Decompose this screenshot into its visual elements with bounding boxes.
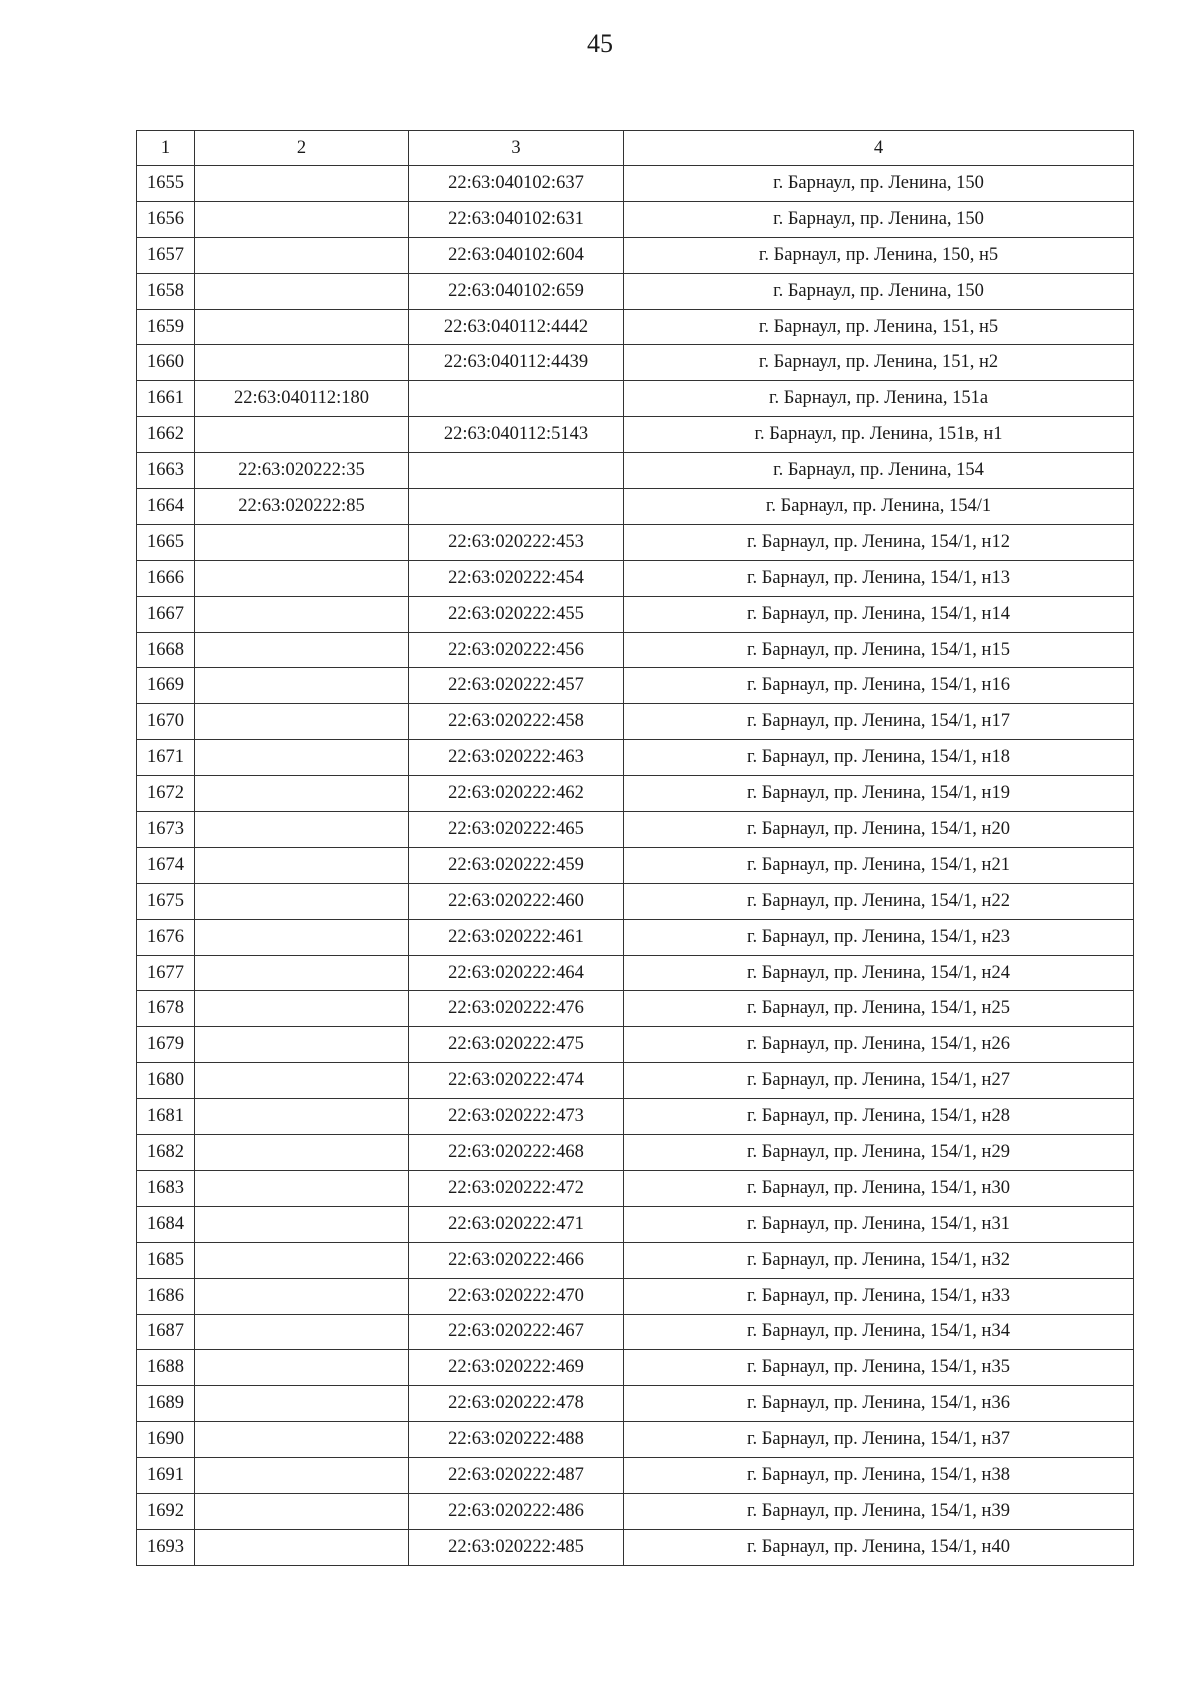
table-header (137, 131, 1134, 166)
column-header-3: 3 (409, 131, 624, 166)
table-row (137, 417, 1134, 453)
row-number-cell: 1670 (137, 704, 195, 740)
table-row (137, 632, 1134, 668)
table-row (137, 201, 1134, 237)
premises-cadastral-number-cell: 22:63:020222:486 (409, 1493, 624, 1529)
address-cell: г. Барнаул, пр. Ленина, 154/1, н33 (624, 1278, 1134, 1314)
row-number-cell: 1664 (137, 489, 195, 525)
cadastral-number-cell (195, 309, 409, 345)
cadastral-number-cell (195, 273, 409, 309)
premises-cadastral-number-cell (409, 453, 624, 489)
cadastral-number-cell (195, 847, 409, 883)
cadastral-number-cell (195, 166, 409, 202)
premises-cadastral-number-cell: 22:63:020222:465 (409, 812, 624, 848)
table-row (137, 1422, 1134, 1458)
cadastral-number-cell (195, 345, 409, 381)
address-cell: г. Барнаул, пр. Ленина, 151, н2 (624, 345, 1134, 381)
cadastral-number-cell (195, 524, 409, 560)
table-row (137, 991, 1134, 1027)
row-number-cell: 1687 (137, 1314, 195, 1350)
cadastral-number-cell (195, 237, 409, 273)
cadastral-number-cell (195, 1027, 409, 1063)
row-number-cell: 1655 (137, 166, 195, 202)
table-row (137, 524, 1134, 560)
cadastral-number-cell (195, 812, 409, 848)
address-cell: г. Барнаул, пр. Ленина, 150 (624, 273, 1134, 309)
row-number-cell: 1661 (137, 381, 195, 417)
cadastral-number-cell (195, 1350, 409, 1386)
table-row (137, 1063, 1134, 1099)
address-cell: г. Барнаул, пр. Ленина, 151, н5 (624, 309, 1134, 345)
row-number-cell: 1684 (137, 1206, 195, 1242)
cadastral-number-cell (195, 955, 409, 991)
cadastral-number-cell (195, 668, 409, 704)
column-header-4: 4 (624, 131, 1134, 166)
table-row (137, 812, 1134, 848)
table-row (137, 740, 1134, 776)
row-number-cell: 1674 (137, 847, 195, 883)
address-cell: г. Барнаул, пр. Ленина, 150, н5 (624, 237, 1134, 273)
premises-cadastral-number-cell: 22:63:020222:471 (409, 1206, 624, 1242)
premises-cadastral-number-cell: 22:63:020222:456 (409, 632, 624, 668)
address-cell: г. Барнаул, пр. Ленина, 154/1, н21 (624, 847, 1134, 883)
cadastral-number-cell (195, 1529, 409, 1565)
premises-cadastral-number-cell: 22:63:020222:469 (409, 1350, 624, 1386)
address-cell: г. Барнаул, пр. Ленина, 154/1, н23 (624, 919, 1134, 955)
table-row (137, 1135, 1134, 1171)
table-row (137, 1170, 1134, 1206)
table-row (137, 345, 1134, 381)
table-row (137, 489, 1134, 525)
cadastral-number-cell (195, 1242, 409, 1278)
premises-cadastral-number-cell: 22:63:020222:476 (409, 991, 624, 1027)
table-row (137, 919, 1134, 955)
premises-cadastral-number-cell: 22:63:040102:637 (409, 166, 624, 202)
premises-cadastral-number-cell: 22:63:020222:478 (409, 1386, 624, 1422)
cadastral-number-cell (195, 1099, 409, 1135)
cadastral-number-cell (195, 560, 409, 596)
cadastral-number-cell (195, 632, 409, 668)
row-number-cell: 1656 (137, 201, 195, 237)
table-row (137, 704, 1134, 740)
address-cell: г. Барнаул, пр. Ленина, 154/1, н29 (624, 1135, 1134, 1171)
premises-cadastral-number-cell: 22:63:020222:457 (409, 668, 624, 704)
address-cell: г. Барнаул, пр. Ленина, 151а (624, 381, 1134, 417)
row-number-cell: 1663 (137, 453, 195, 489)
cadastral-number-cell (195, 883, 409, 919)
cadastral-number-cell (195, 1063, 409, 1099)
address-cell: г. Барнаул, пр. Ленина, 154/1, н31 (624, 1206, 1134, 1242)
premises-cadastral-number-cell: 22:63:020222:488 (409, 1422, 624, 1458)
premises-cadastral-number-cell: 22:63:020222:474 (409, 1063, 624, 1099)
table-row (137, 1206, 1134, 1242)
cadastral-number-cell (195, 1278, 409, 1314)
table-row (137, 237, 1134, 273)
row-number-cell: 1673 (137, 812, 195, 848)
premises-cadastral-number-cell (409, 489, 624, 525)
address-cell: г. Барнаул, пр. Ленина, 154/1, н28 (624, 1099, 1134, 1135)
address-cell: г. Барнаул, пр. Ленина, 154/1, н27 (624, 1063, 1134, 1099)
premises-cadastral-number-cell: 22:63:020222:470 (409, 1278, 624, 1314)
address-cell: г. Барнаул, пр. Ленина, 154/1, н13 (624, 560, 1134, 596)
premises-cadastral-number-cell: 22:63:040102:604 (409, 237, 624, 273)
cadastral-number-cell (195, 1493, 409, 1529)
row-number-cell: 1669 (137, 668, 195, 704)
table-row (137, 847, 1134, 883)
cadastral-number-cell (195, 704, 409, 740)
premises-cadastral-number-cell: 22:63:020222:487 (409, 1458, 624, 1494)
cadastral-number-cell (195, 1135, 409, 1171)
row-number-cell: 1662 (137, 417, 195, 453)
table-row (137, 668, 1134, 704)
address-cell: г. Барнаул, пр. Ленина, 154/1, н38 (624, 1458, 1134, 1494)
premises-cadastral-number-cell: 22:63:020222:464 (409, 955, 624, 991)
premises-cadastral-number-cell: 22:63:020222:473 (409, 1099, 624, 1135)
premises-cadastral-number-cell: 22:63:040112:4442 (409, 309, 624, 345)
cadastral-number-cell (195, 1458, 409, 1494)
address-cell: г. Барнаул, пр. Ленина, 154/1, н34 (624, 1314, 1134, 1350)
premises-cadastral-number-cell: 22:63:020222:459 (409, 847, 624, 883)
table-row (137, 1099, 1134, 1135)
table-row (137, 1242, 1134, 1278)
row-number-cell: 1690 (137, 1422, 195, 1458)
address-cell: г. Барнаул, пр. Ленина, 150 (624, 201, 1134, 237)
table-row (137, 955, 1134, 991)
address-cell: г. Барнаул, пр. Ленина, 154/1, н24 (624, 955, 1134, 991)
cadastral-number-cell (195, 417, 409, 453)
table-row (137, 1386, 1134, 1422)
cadastral-number-cell (195, 1206, 409, 1242)
row-number-cell: 1681 (137, 1099, 195, 1135)
row-number-cell: 1658 (137, 273, 195, 309)
premises-cadastral-number-cell: 22:63:020222:458 (409, 704, 624, 740)
premises-cadastral-number-cell: 22:63:020222:463 (409, 740, 624, 776)
address-cell: г. Барнаул, пр. Ленина, 154 (624, 453, 1134, 489)
row-number-cell: 1688 (137, 1350, 195, 1386)
address-cell: г. Барнаул, пр. Ленина, 154/1, н17 (624, 704, 1134, 740)
row-number-cell: 1692 (137, 1493, 195, 1529)
row-number-cell: 1689 (137, 1386, 195, 1422)
address-cell: г. Барнаул, пр. Ленина, 154/1, н35 (624, 1350, 1134, 1386)
premises-cadastral-number-cell: 22:63:020222:462 (409, 776, 624, 812)
cadastral-number-cell (195, 1422, 409, 1458)
cadastral-number-cell (195, 1170, 409, 1206)
register-table (136, 130, 1134, 1566)
row-number-cell: 1682 (137, 1135, 195, 1171)
address-cell: г. Барнаул, пр. Ленина, 154/1, н14 (624, 596, 1134, 632)
premises-cadastral-number-cell: 22:63:020222:485 (409, 1529, 624, 1565)
row-number-cell: 1666 (137, 560, 195, 596)
table-row (137, 1529, 1134, 1565)
premises-cadastral-number-cell: 22:63:020222:472 (409, 1170, 624, 1206)
address-cell: г. Барнаул, пр. Ленина, 154/1, н30 (624, 1170, 1134, 1206)
address-cell: г. Барнаул, пр. Ленина, 154/1, н15 (624, 632, 1134, 668)
address-cell: г. Барнаул, пр. Ленина, 154/1, н22 (624, 883, 1134, 919)
page-number: 45 (587, 29, 613, 58)
premises-cadastral-number-cell: 22:63:020222:460 (409, 883, 624, 919)
premises-cadastral-number-cell: 22:63:020222:468 (409, 1135, 624, 1171)
premises-cadastral-number-cell: 22:63:020222:461 (409, 919, 624, 955)
address-cell: г. Барнаул, пр. Ленина, 154/1, н37 (624, 1422, 1134, 1458)
premises-cadastral-number-cell: 22:63:020222:475 (409, 1027, 624, 1063)
row-number-cell: 1693 (137, 1529, 195, 1565)
table-row (137, 1458, 1134, 1494)
table-row (137, 596, 1134, 632)
premises-cadastral-number-cell: 22:63:040112:5143 (409, 417, 624, 453)
row-number-cell: 1668 (137, 632, 195, 668)
row-number-cell: 1683 (137, 1170, 195, 1206)
premises-cadastral-number-cell: 22:63:020222:455 (409, 596, 624, 632)
cadastral-number-cell (195, 596, 409, 632)
cadastral-number-cell (195, 919, 409, 955)
premises-cadastral-number-cell: 22:63:040102:659 (409, 273, 624, 309)
row-number-cell: 1680 (137, 1063, 195, 1099)
column-header-2: 2 (195, 131, 409, 166)
table-row (137, 1314, 1134, 1350)
column-header-1: 1 (137, 131, 195, 166)
row-number-cell: 1660 (137, 345, 195, 381)
table-row (137, 309, 1134, 345)
table-row (137, 1493, 1134, 1529)
cadastral-number-cell (195, 740, 409, 776)
row-number-cell: 1686 (137, 1278, 195, 1314)
table-row (137, 273, 1134, 309)
address-cell: г. Барнаул, пр. Ленина, 154/1, н36 (624, 1386, 1134, 1422)
table-row (137, 1278, 1134, 1314)
row-number-cell: 1685 (137, 1242, 195, 1278)
table-row (137, 776, 1134, 812)
address-cell: г. Барнаул, пр. Ленина, 154/1, н18 (624, 740, 1134, 776)
table-row (137, 166, 1134, 202)
row-number-cell: 1678 (137, 991, 195, 1027)
address-cell: г. Барнаул, пр. Ленина, 154/1, н26 (624, 1027, 1134, 1063)
cadastral-number-cell: 22:63:040112:180 (195, 381, 409, 417)
address-cell: г. Барнаул, пр. Ленина, 154/1, н20 (624, 812, 1134, 848)
table-body (137, 166, 1134, 1566)
address-cell: г. Барнаул, пр. Ленина, 150 (624, 166, 1134, 202)
premises-cadastral-number-cell: 22:63:040102:631 (409, 201, 624, 237)
cadastral-number-cell (195, 776, 409, 812)
row-number-cell: 1679 (137, 1027, 195, 1063)
row-number-cell: 1676 (137, 919, 195, 955)
premises-cadastral-number-cell: 22:63:020222:467 (409, 1314, 624, 1350)
cadastral-number-cell: 22:63:020222:85 (195, 489, 409, 525)
address-cell: г. Барнаул, пр. Ленина, 154/1, н16 (624, 668, 1134, 704)
row-number-cell: 1691 (137, 1458, 195, 1494)
table-row (137, 560, 1134, 596)
premises-cadastral-number-cell: 22:63:040112:4439 (409, 345, 624, 381)
row-number-cell: 1657 (137, 237, 195, 273)
address-cell: г. Барнаул, пр. Ленина, 154/1, н12 (624, 524, 1134, 560)
address-cell: г. Барнаул, пр. Ленина, 154/1, н40 (624, 1529, 1134, 1565)
address-cell: г. Барнаул, пр. Ленина, 154/1, н32 (624, 1242, 1134, 1278)
table-row (137, 453, 1134, 489)
cadastral-number-cell (195, 1314, 409, 1350)
table-row (137, 381, 1134, 417)
address-cell: г. Барнаул, пр. Ленина, 154/1, н39 (624, 1493, 1134, 1529)
address-cell: г. Барнаул, пр. Ленина, 154/1, н19 (624, 776, 1134, 812)
premises-cadastral-number-cell: 22:63:020222:454 (409, 560, 624, 596)
premises-cadastral-number-cell (409, 381, 624, 417)
row-number-cell: 1677 (137, 955, 195, 991)
cadastral-number-cell (195, 991, 409, 1027)
address-cell: г. Барнаул, пр. Ленина, 151в, н1 (624, 417, 1134, 453)
address-cell: г. Барнаул, пр. Ленина, 154/1, н25 (624, 991, 1134, 1027)
table-row (137, 1350, 1134, 1386)
table-row (137, 883, 1134, 919)
row-number-cell: 1671 (137, 740, 195, 776)
row-number-cell: 1665 (137, 524, 195, 560)
cadastral-number-cell: 22:63:020222:35 (195, 453, 409, 489)
table-row (137, 1027, 1134, 1063)
premises-cadastral-number-cell: 22:63:020222:453 (409, 524, 624, 560)
address-cell: г. Барнаул, пр. Ленина, 154/1 (624, 489, 1134, 525)
cadastral-number-cell (195, 201, 409, 237)
row-number-cell: 1672 (137, 776, 195, 812)
premises-cadastral-number-cell: 22:63:020222:466 (409, 1242, 624, 1278)
cadastral-number-cell (195, 1386, 409, 1422)
row-number-cell: 1675 (137, 883, 195, 919)
row-number-cell: 1659 (137, 309, 195, 345)
header-row (137, 131, 1134, 166)
row-number-cell: 1667 (137, 596, 195, 632)
